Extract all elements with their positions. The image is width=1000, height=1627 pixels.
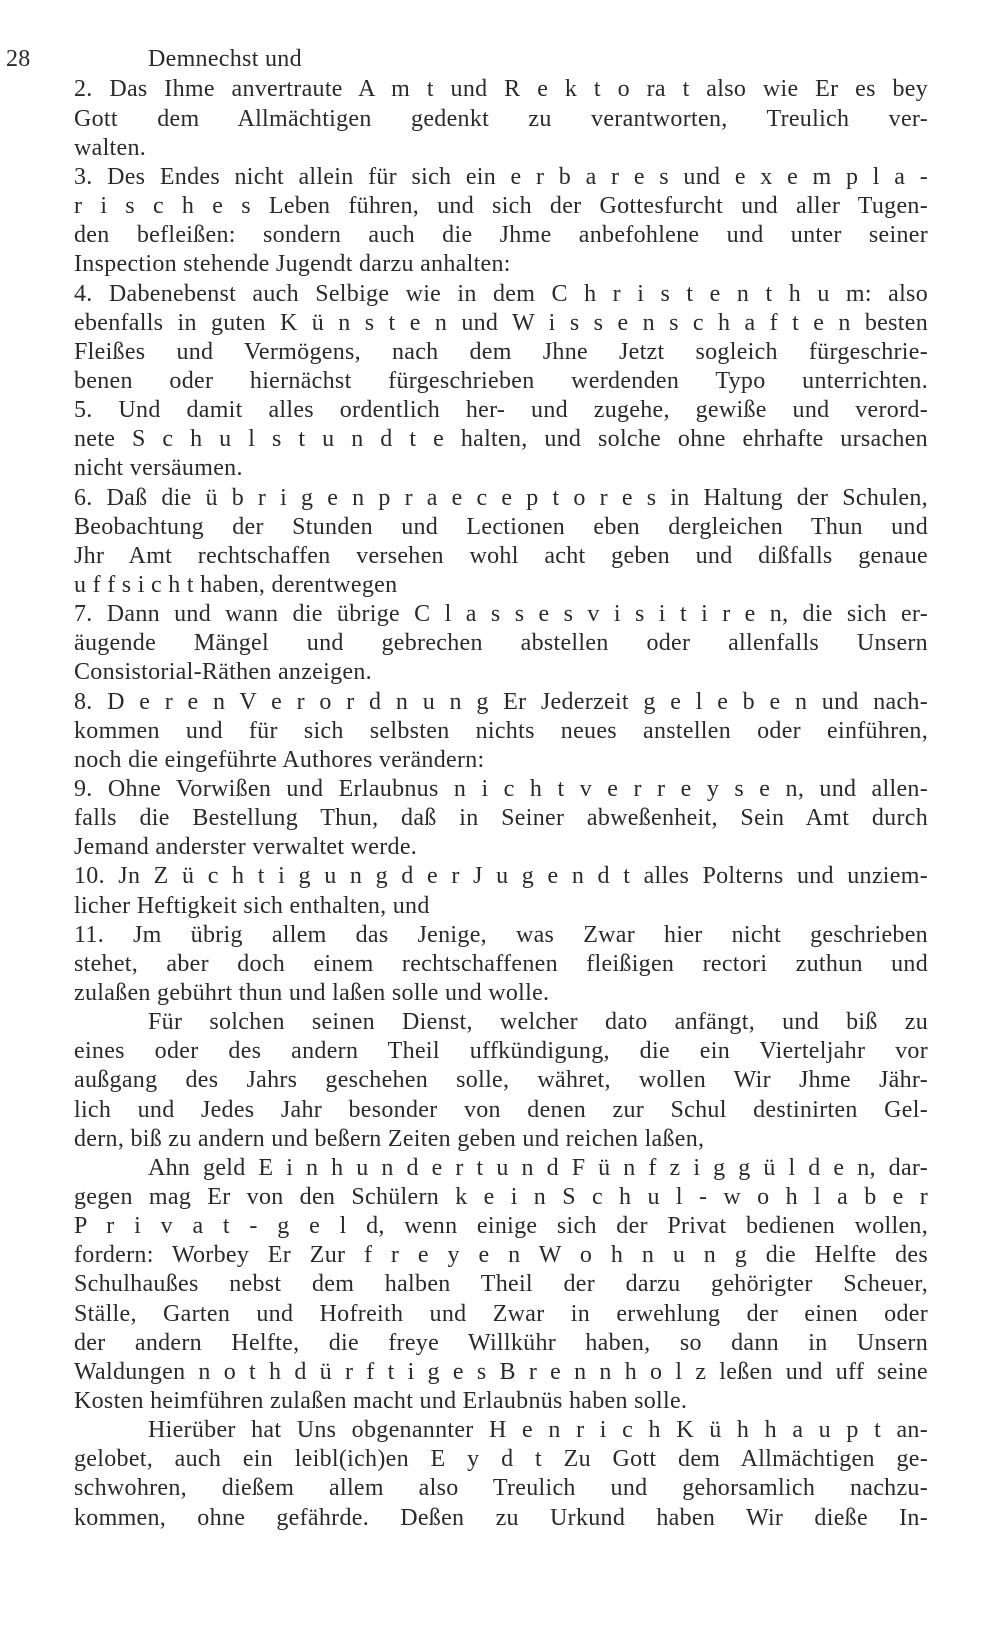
text-line: schwohren, dießem allem also Treulich und gehorsamlich nachzu- xyxy=(74,1475,928,1501)
text-line: benen oder hiernächst fürgeschrieben werdenden Typo unterrichten. xyxy=(74,368,928,394)
text-line: Beobachtung der Stunden und Lectionen eben dergleichen Thun und xyxy=(74,514,928,540)
text-line: noch die eingeführte Authores verändern: xyxy=(74,747,485,773)
text-line: Ställe, Garten und Hofreith und Zwar in erwehlung der einen oder xyxy=(74,1301,928,1327)
text-line: Hierüber hat Uns obgenannter H e n r i c h K ü h h a u p t an- xyxy=(148,1417,928,1443)
text-line: der andern Helfte, die freye Willkühr haben, so dann in Unsern xyxy=(74,1330,928,1356)
text-line: walten. xyxy=(74,135,147,161)
text-line: nicht versäumen. xyxy=(74,455,243,481)
text-line: Jemand anderster verwaltet werde. xyxy=(74,834,418,860)
text-line: fordern: Worbey Er Zur f r e y e n W o h n u n g die Helfte des xyxy=(74,1242,928,1268)
text-line: 11. Jm übrig allem das Jenige, was Zwar hier nicht geschrieben xyxy=(74,922,928,948)
text-line: 4. Dabenebenst auch Selbige wie in dem C h r i s t e n t h u m: also xyxy=(74,281,928,307)
text-line: Schulhaußes nebst dem halben Theil der darzu gehörigter Scheuer, xyxy=(74,1271,928,1297)
text-line: Kosten heimführen zulaßen macht und Erlaubnüs haben solle. xyxy=(74,1388,688,1414)
text-line: nete S c h u l s t u n d t e halten, und solche ohne ehrhafte ursachen xyxy=(74,426,928,452)
text-line: 5. Und damit alles ordentlich her- und zugehe, gewiße und verord- xyxy=(74,397,928,423)
text-line: Consistorial-Räthen anzeigen. xyxy=(74,659,372,685)
text-line: kommen und für sich selbsten nichts neues anstellen oder einführen, xyxy=(74,718,928,744)
text-line: außgang des Jahrs geschehen solle, währet, wollen Wir Jhme Jähr- xyxy=(74,1067,928,1093)
text-line: u f f s i c h t haben, derentwegen xyxy=(74,572,398,598)
text-line: Ahn geld E i n h u n d e r t u n d F ü n f z i g g ü l d e n, dar- xyxy=(148,1155,928,1181)
text-line: eines oder des andern Theil uffkündigung, die ein Vierteljahr vor xyxy=(74,1038,928,1064)
text-line: Waldungen n o t h d ü r f t i g e s B r e n n h o l z leßen und uff seine xyxy=(74,1359,928,1385)
text-line: Für solchen seinen Dienst, welcher dato anfängt, und biß zu xyxy=(148,1009,928,1035)
text-line: lich und Jedes Jahr besonder von denen zur Schul destinirten Gel- xyxy=(74,1097,928,1123)
text-line: 10. Jn Z ü c h t i g u n g d e r J u g e n d t alles Polterns und unziem- xyxy=(74,863,928,889)
text-line: zulaßen gebührt thun und laßen solle und wolle. xyxy=(74,980,550,1006)
text-line: Jhr Amt rechtschaffen versehen wohl acht geben und dißfalls genaue xyxy=(74,543,928,569)
page-number: 28 xyxy=(6,46,31,72)
text-line: 9. Ohne Vorwißen und Erlaubnus n i c h t v e r r e y s e n, und allen- xyxy=(74,776,928,802)
text-line: kommen, ohne gefährde. Deßen zu Urkund haben Wir dieße In- xyxy=(74,1505,928,1531)
text-line: P r i v a t - g e l d, wenn einige sich der Privat bedienen wollen, xyxy=(74,1213,928,1239)
text-line: stehet, aber doch einem rechtschaffenen fleißigen rectori zuthun und xyxy=(74,951,928,977)
text-line: 7. Dann und wann die übrige C l a s s e s v i s i t i r e n, die sich er- xyxy=(74,601,928,627)
text-line: 3. Des Endes nicht allein für sich ein e r b a r e s und e x e m p l a - xyxy=(74,164,928,190)
text-line: Inspection stehende Jugendt darzu anhalten: xyxy=(74,251,511,277)
text-line: dern, biß zu andern und beßern Zeiten geben und reichen laßen, xyxy=(74,1126,705,1152)
text-line: r i s c h e s Leben führen, und sich der Gottesfurcht und aller Tugen- xyxy=(74,193,928,219)
text-line: den befleißen: sondern auch die Jhme anbefohlene und unter seiner xyxy=(74,222,928,248)
text-line: gegen mag Er von den Schülern k e i n S c h u l - w o h l a b e r xyxy=(74,1184,928,1210)
text-line: 2. Das Ihme anvertraute A m t und R e k t o ra t also wie Er es bey xyxy=(74,76,928,102)
text-line: äugende Mängel und gebrechen abstellen oder allenfalls Unsern xyxy=(74,630,928,656)
text-line: ebenfalls in guten K ü n s t e n und W i s s e n s c h a f t e n besten xyxy=(74,310,928,336)
text-line: Gott dem Allmächtigen gedenkt zu verantworten, Treulich ver- xyxy=(74,106,928,132)
text-line: 8. D e r e n V e r o r d n u n g Er Jederzeit g e l e b e n und nach- xyxy=(74,689,928,715)
text-line: licher Heftigkeit sich enthalten, und xyxy=(74,893,430,919)
text-line: gelobet, auch ein leibl(ich)en E y d t Zu Gott dem Allmächtigen ge- xyxy=(74,1446,928,1472)
text-line: 6. Daß die ü b r i g e n p r a e c e p t o r e s in Haltung der Schulen, xyxy=(74,485,928,511)
text-line: Fleißes und Vermögens, nach dem Jhne Jetzt sogleich fürgeschrie- xyxy=(74,339,928,365)
text-line: Demnechst und xyxy=(148,46,302,72)
text-line: falls die Bestellung Thun, daß in Seiner abweßenheit, Sein Amt durch xyxy=(74,805,928,831)
